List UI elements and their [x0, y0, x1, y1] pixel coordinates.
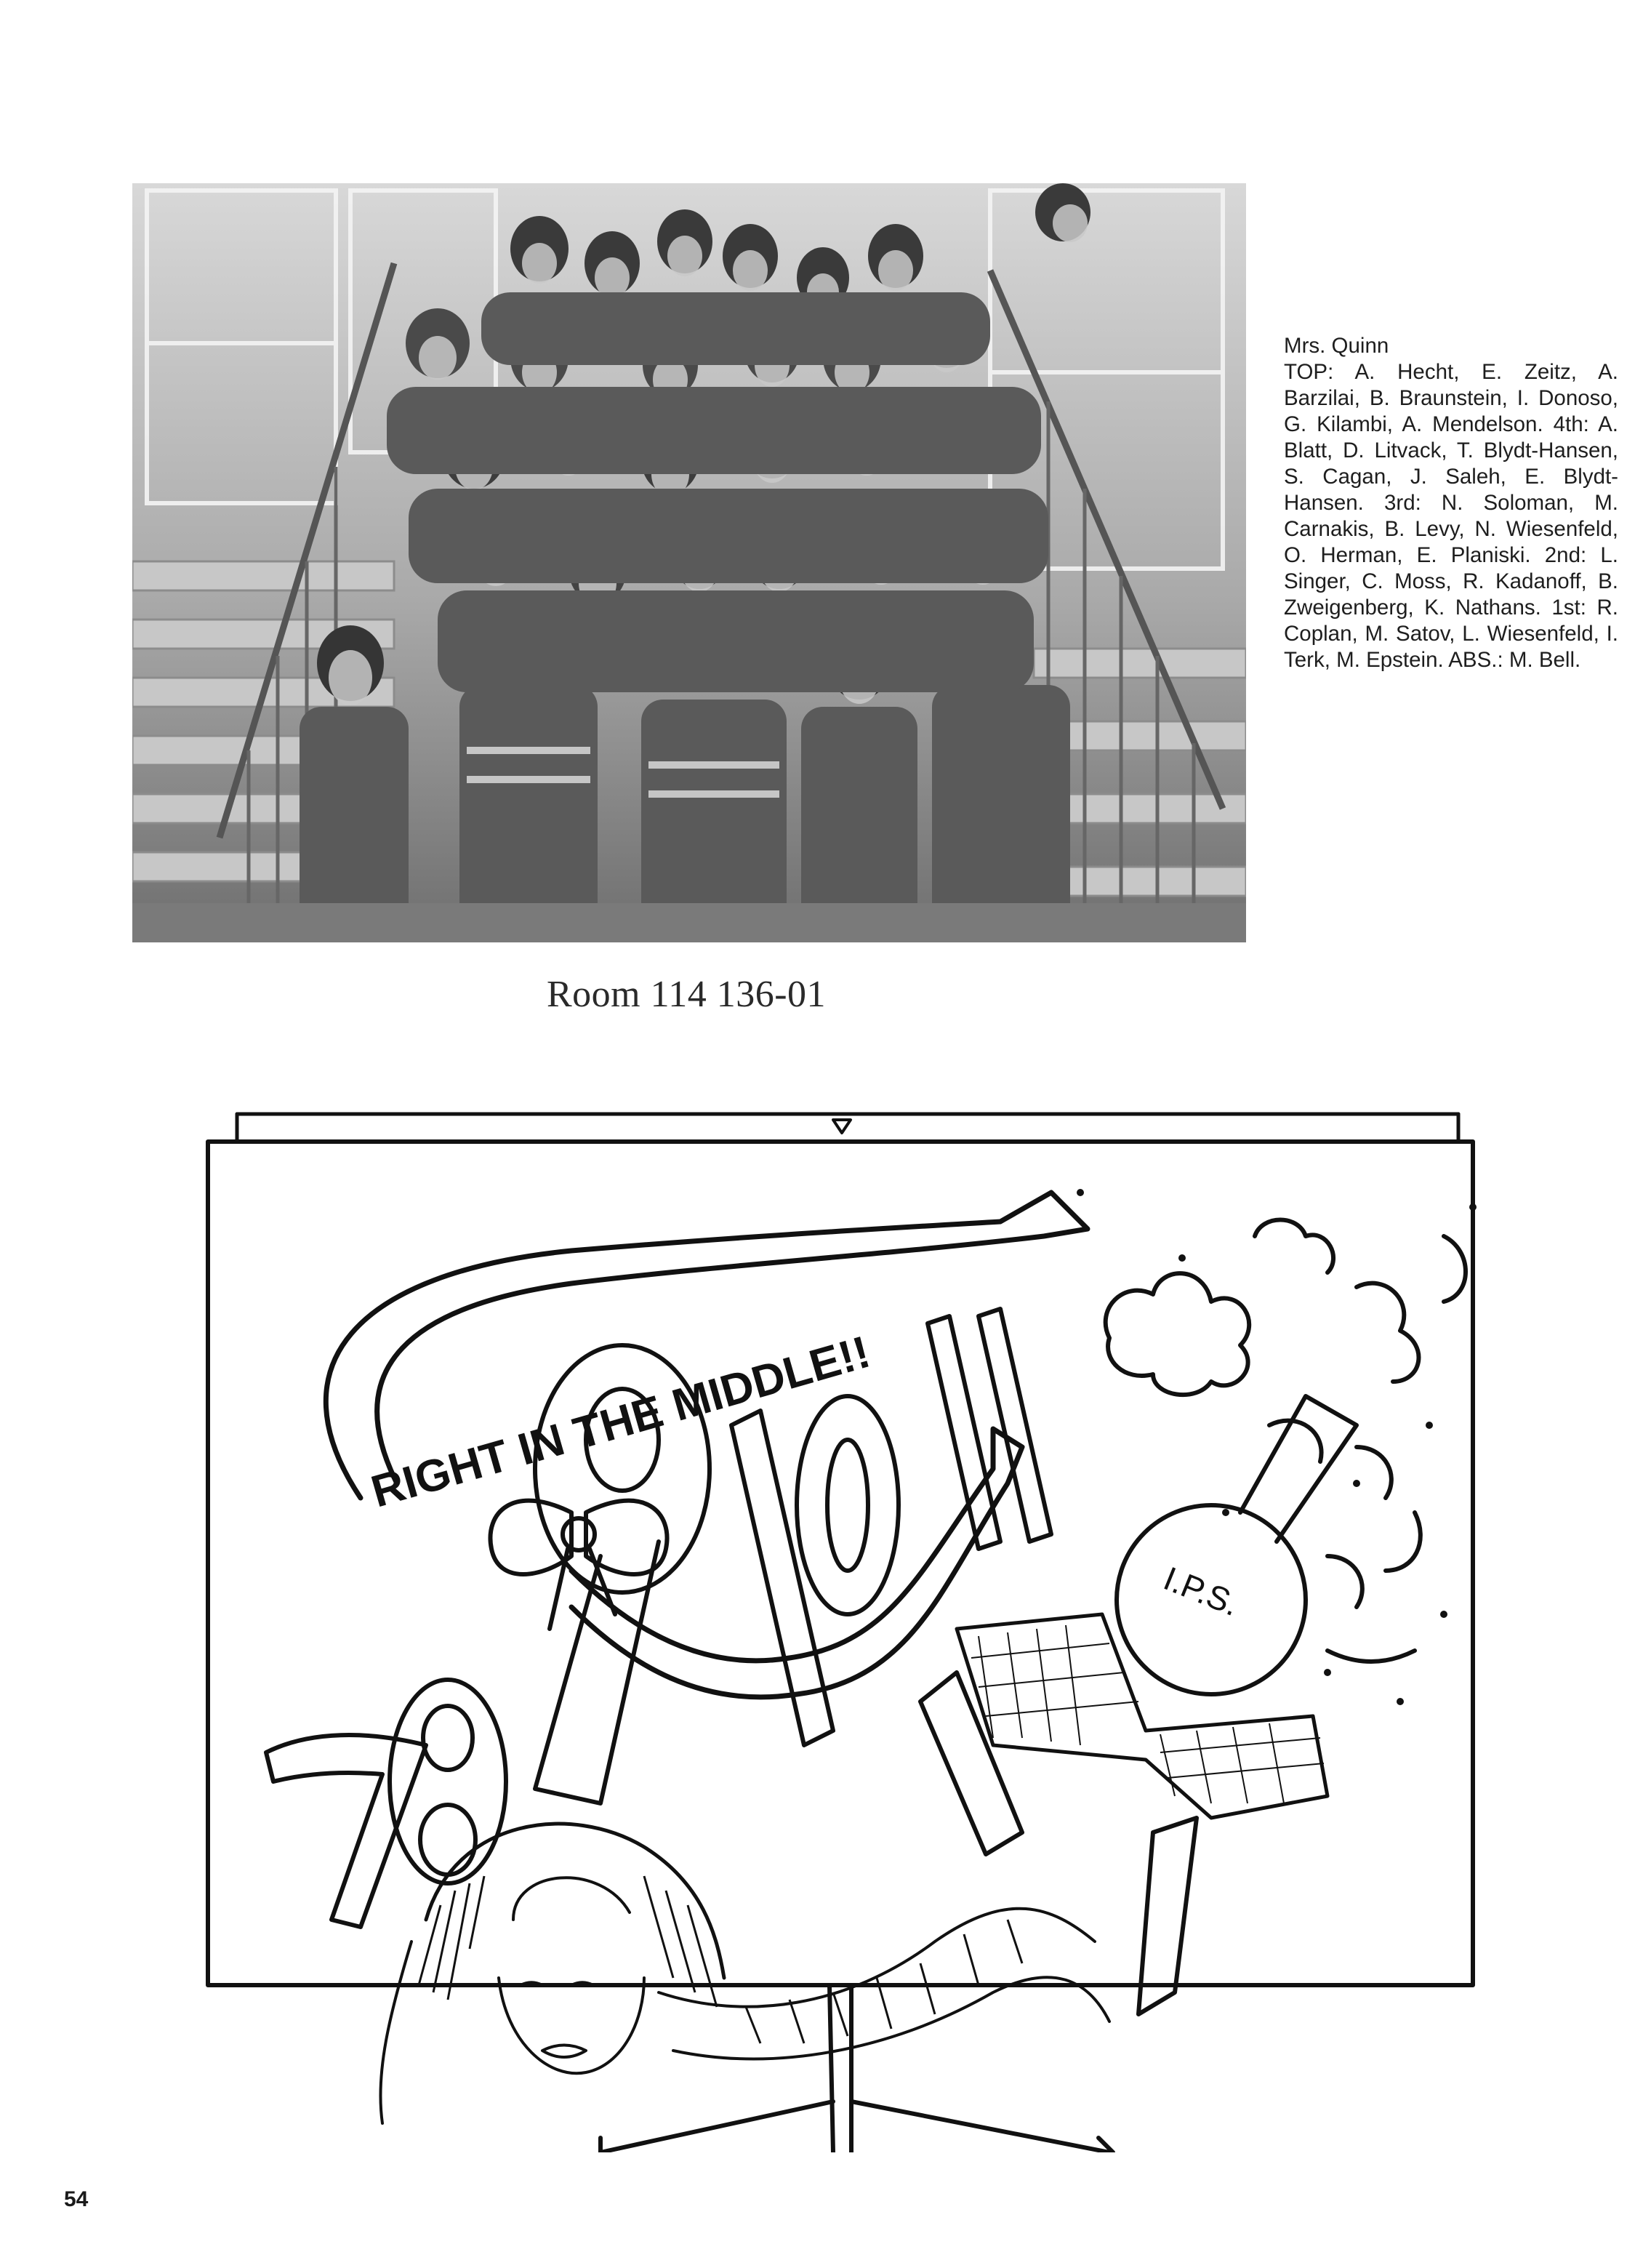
- easel-drawing: [193, 1105, 1487, 2152]
- group-photo-image: [132, 183, 1246, 942]
- student-names: TOP: A. Hecht, E. Zeitz, A. Barzilai, B. Braunstein, I. Donoso, G. Kilambi, A. Mendelson. 4th: A. Blatt, D. Litvack, T. Blydt-Hansen, S. Cagan, J. Saleh, E. Blydt-Hansen. 3rd: N. Soloman, M. Carnakis, B. Levy, N. Wiesenfeld, O. Herman, E. Planiski. 2nd: L. Singer, C. Moss, R. Kadanoff, B. Zweigenberg, K. Nathans. 1st: R. Coplan, M. Satov, L. Wiesenfeld, I. Terk, M. Epstein. ABS.: M. Bell.: [1284, 360, 1618, 672]
- teacher-name: Mrs. Quinn: [1284, 334, 1389, 358]
- banner-text: RIGHT IN THE MIDDLE!!: [366, 1326, 876, 1518]
- class-group-photo: [132, 183, 1246, 942]
- hand-drawn-illustration: [193, 1105, 1487, 2152]
- room-title: Room 114 136-01: [547, 974, 827, 1015]
- flask-label: I.P.S.: [1158, 1559, 1245, 1624]
- page-number: 54: [64, 2187, 89, 2211]
- photo-caption: [1284, 333, 1618, 673]
